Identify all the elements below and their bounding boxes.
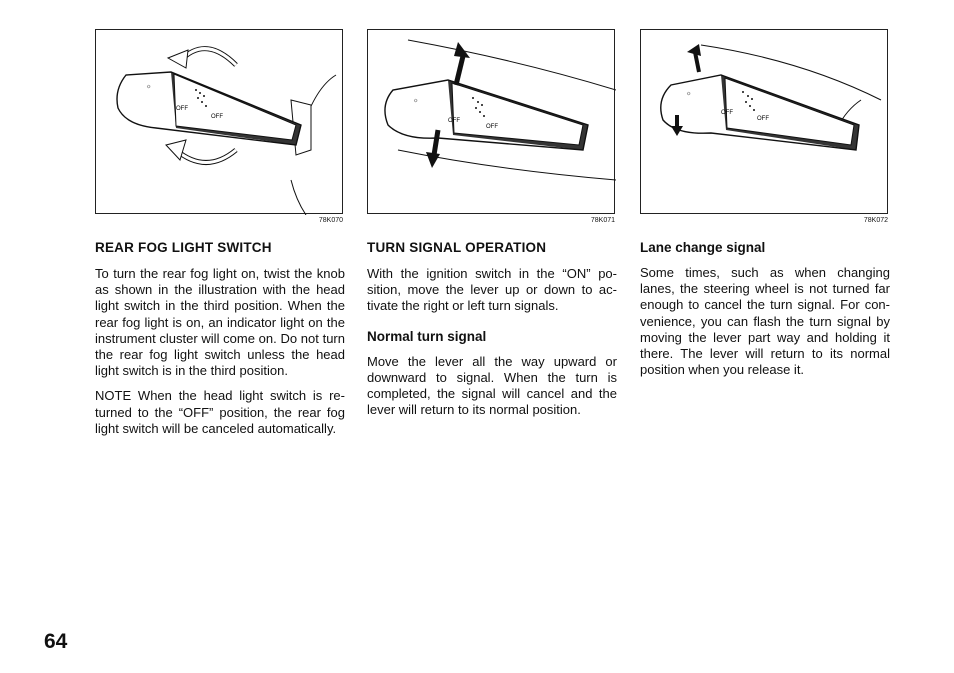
svg-text:☼: ☼ <box>413 98 419 104</box>
heading-turn-signal: TURN SIGNAL OPERATION <box>367 240 547 255</box>
paragraph-turn-signal-1: With the ignition switch in the “ON” position, move the lever up or down to activate the right or left turn signals. <box>367 266 617 314</box>
figure-turn-signal <box>367 29 615 214</box>
off-label-2: OFF <box>757 116 769 122</box>
lever-twist-illustration <box>96 30 344 215</box>
figure-code-2: 78K071 <box>590 217 615 224</box>
off-label-1: OFF <box>448 118 460 124</box>
svg-text:☼: ☼ <box>146 84 152 90</box>
off-label-1: OFF <box>721 110 733 116</box>
figure-lane-change <box>640 29 888 214</box>
subheading-normal-turn: Normal turn signal <box>367 328 487 344</box>
column-lane-change <box>640 240 890 387</box>
paragraph-rear-fog-note: NOTE When the head light switch is returned to the “OFF” position, the rear fog light switch will be canceled automatically. <box>95 388 345 436</box>
figure-code-1: 78K070 <box>318 217 343 224</box>
svg-text:☼: ☼ <box>686 91 692 97</box>
off-label-2: OFF <box>211 114 223 120</box>
heading-rear-fog: REAR FOG LIGHT SWITCH <box>95 240 272 255</box>
paragraph-lane-change: Some times, such as when changing lanes, the steering wheel is not turned far enough to cancel the turn signal. For convenience, you can flash the turn signal by moving the lever part way and holding it there. The lever will return to its normal position when you release it. <box>640 265 890 378</box>
figure-rear-fog-switch <box>95 29 343 214</box>
subheading-lane-change: Lane change signal <box>640 240 766 255</box>
figure-code-3: 78K072 <box>863 217 888 224</box>
paragraph-rear-fog-1: To turn the rear fog light on, twist the knob as shown in the illustration with the head light switch in the third position. When the rear fog light is on, an indicator light on the instrument cluster will come on. Do not turn the rear fog light switch unless the head light switch is in the third position. <box>95 266 345 379</box>
paragraph-normal-turn: Move the lever all the way upward or downward to signal. When the turn is completed, the signal will cancel and the lever will return to its normal position. <box>367 353 617 418</box>
lever-up-down-illustration <box>368 30 616 215</box>
page-number: 64 <box>44 630 68 653</box>
off-label-2: OFF <box>486 124 498 130</box>
column-turn-signal <box>367 240 617 427</box>
off-label-1: OFF <box>176 106 188 112</box>
column-rear-fog <box>95 240 345 446</box>
lever-partial-illustration <box>641 30 889 215</box>
